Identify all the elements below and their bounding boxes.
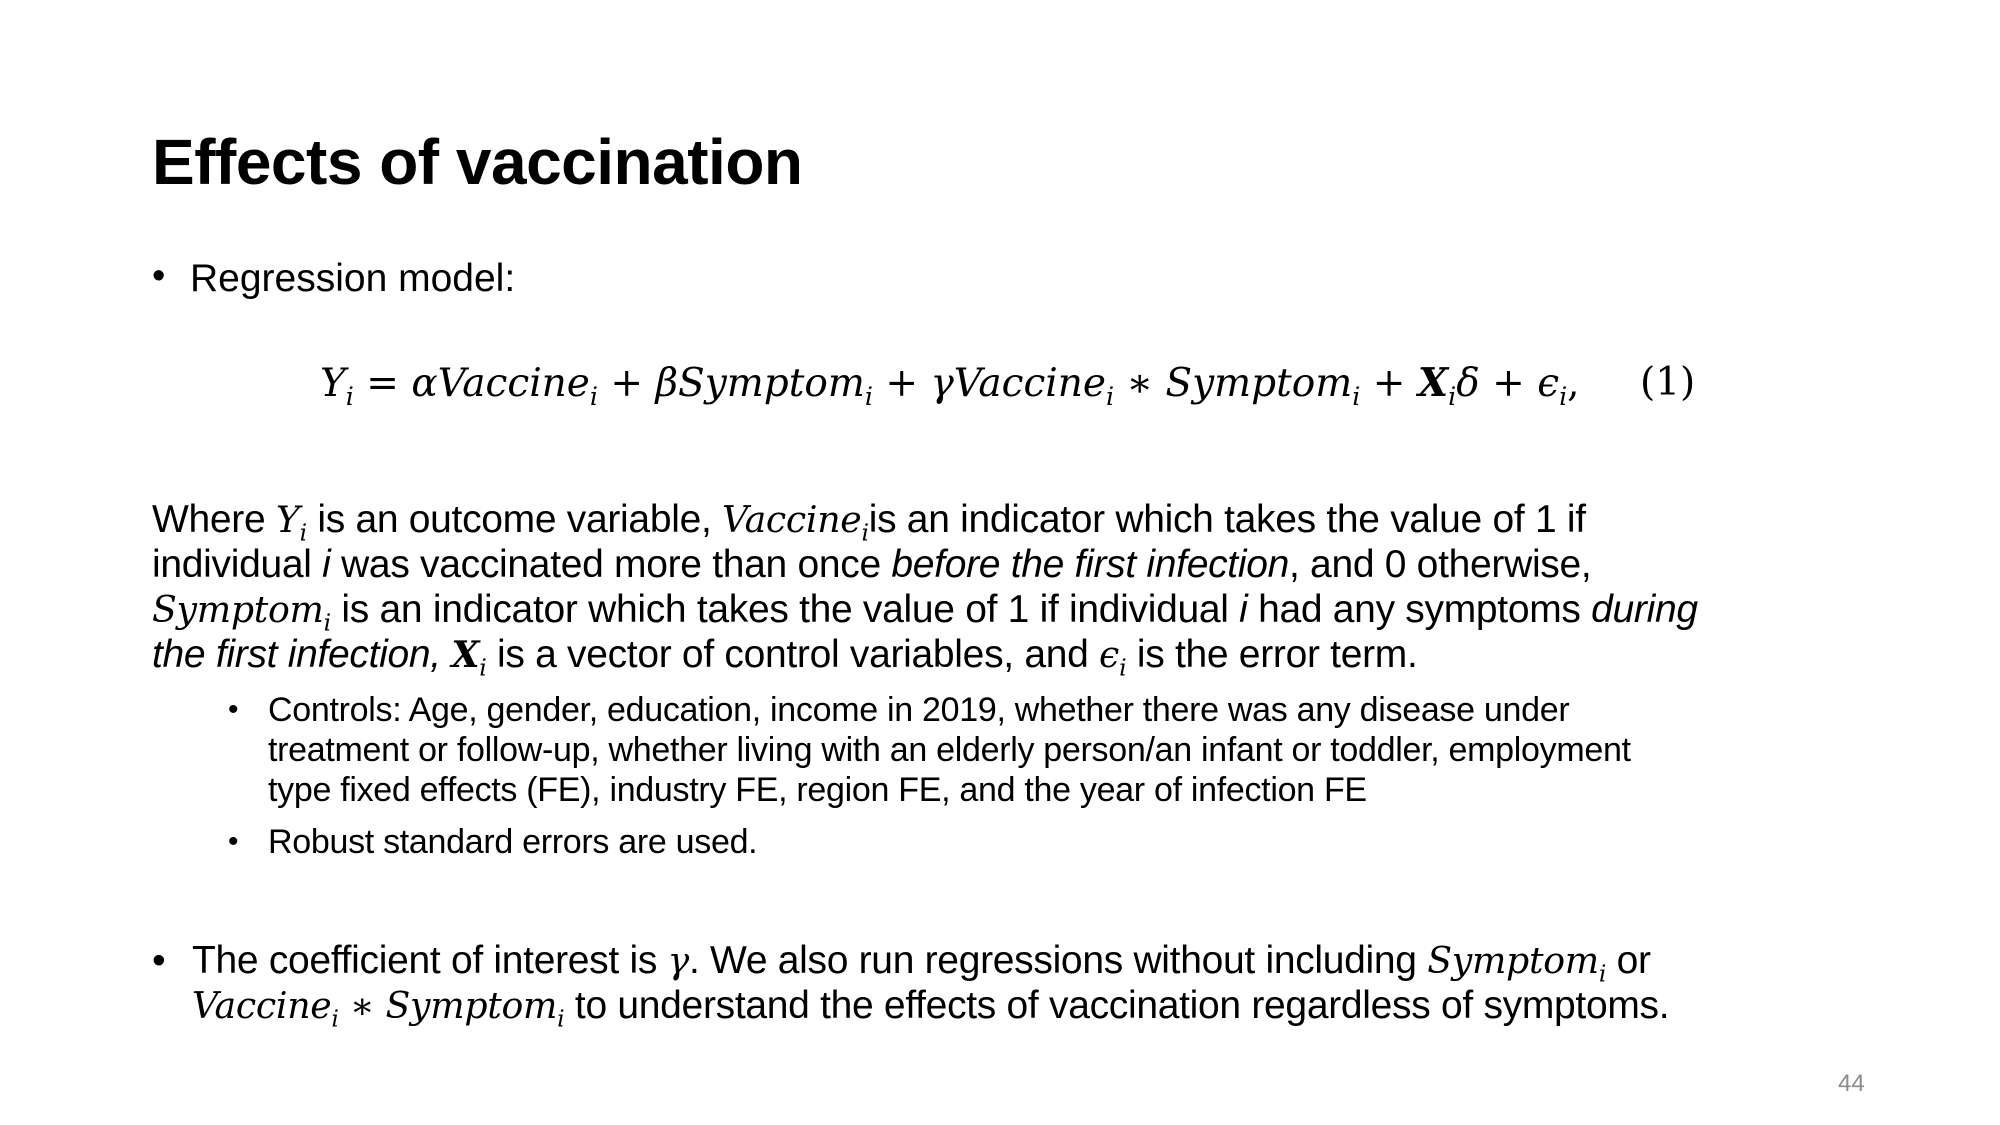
math-vaccine-times-symptom: Vaccine$_i$ ∗ Symptom$_i$ bbox=[192, 984, 565, 1033]
definitions-paragraph: Where $Y_i$ is an outcome variable, Vaccine$_i$is an indicator which takes the value of 1 if individual i was vaccinated more than once before the first infection, and 0 otherwise, Symptom$_i$ is an indicator which takes the value of 1 if individual i had any symptoms during the first infection, $X_i$ is a vector of control variables, and $\epsilon_i$ is the error term. bbox=[152, 498, 1698, 682]
math-vaccine-i: Vaccine$_i$ bbox=[722, 498, 869, 547]
bullet-marker: • bbox=[152, 939, 166, 982]
bullet-regression-model bbox=[152, 257, 515, 301]
math-x-i: X bbox=[451, 633, 480, 676]
regression-equation: $Y_i$ = αVaccine$_i$ + βSymptom$_i$ + γVaccine$_i$ ∗ Symptom$_i$ + $X_i\delta + \epsilon_i$, bbox=[320, 360, 1580, 411]
bullet-text: Regression model: bbox=[190, 257, 516, 300]
math-gamma: γ bbox=[667, 939, 689, 982]
bullet-coefficient-of-interest: • The coefficient of interest is γ. We also run regressions without including Symptom$_i$ or Vaccine$_i$ ∗ Symptom$_i$ to understand the effects of vaccination regardless of symptoms. bbox=[152, 939, 1670, 1033]
page-number: 44 bbox=[1838, 1070, 1865, 1097]
equation-number: (1) bbox=[1640, 360, 1696, 405]
list-item: • Controls: Age, gender, education, income in 2019, whether there was any disease under treatment or follow-up, whether living with an elderly person/an infant or toddler, employment type fixed effects (FE), industry FE, region FE, and the year of infection FE bbox=[228, 691, 1631, 809]
sub-bullet-list bbox=[228, 690, 1848, 874]
math-symptom-i: Symptom$_i$ bbox=[1427, 939, 1607, 988]
math-epsilon-i: $\epsilon_i$ bbox=[1099, 633, 1127, 682]
slide-title: Effects of vaccination bbox=[152, 126, 803, 198]
math-symptom-i: Symptom$_i$ bbox=[152, 588, 331, 637]
bullet-marker: • bbox=[228, 825, 239, 858]
bullet-marker: • bbox=[228, 693, 239, 726]
list-item: • Robust standard errors are used. bbox=[228, 823, 758, 861]
bullet-marker: • bbox=[152, 255, 166, 297]
math-y-i: $Y_i$ bbox=[275, 498, 307, 547]
